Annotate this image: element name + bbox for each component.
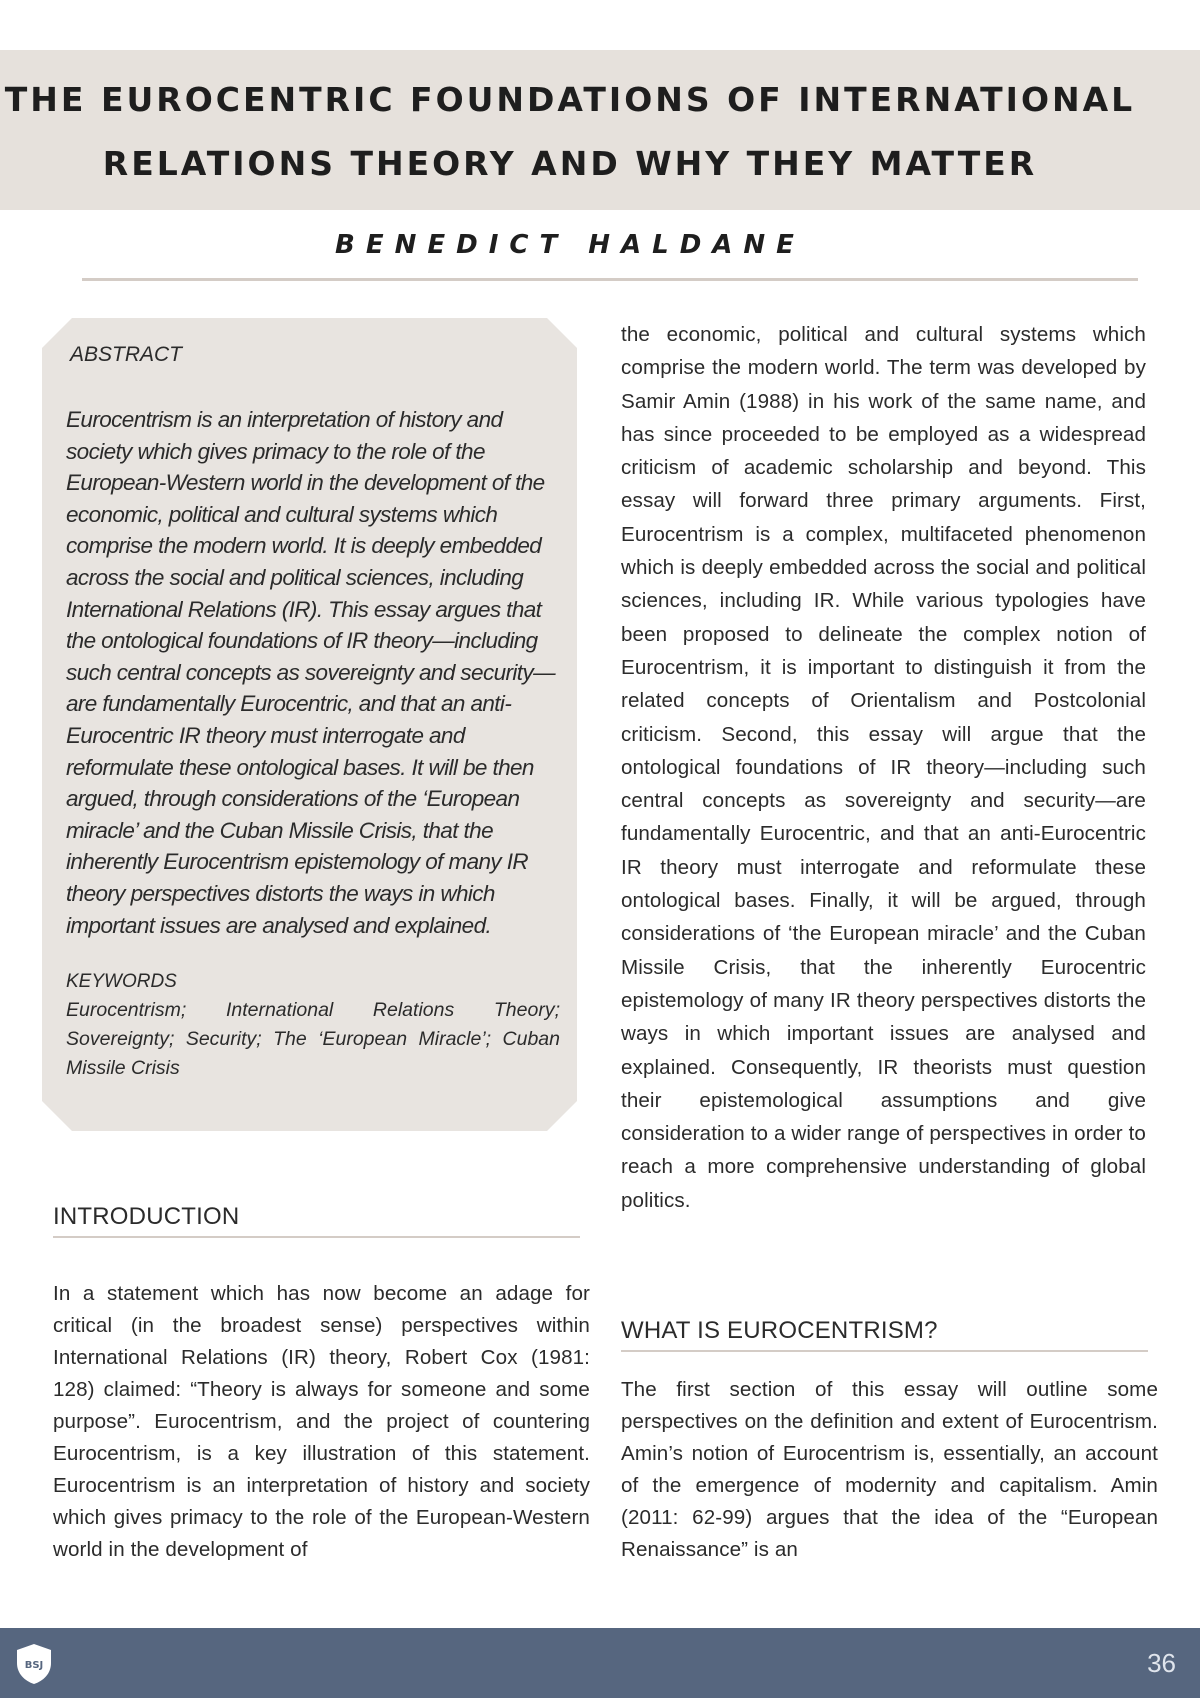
abstract-heading: ABSTRACT [70,343,183,366]
title-band [0,50,1200,210]
eurocentrism-text: The first section of this essay will outline some perspectives on the definition and extent of Eurocentrism. Amin’s notion of Eurocentrism is, essentially, an account of the emergence of modernity and capitalism. Amin (2011: 62-99) argues that the idea of the “European Renaissance” is an [621,1378,1158,1561]
logo-text: BSJ [24,1660,44,1671]
shield-icon [15,1643,53,1685]
introduction-text: In a statement which has now become an adage for critical (in the broadest sense) perspectives within International Relations (IR) theory, Robert Cox (1981: 128) claimed: “Theory is always for someone and some purpose”. Eurocentrism, and the project of countering Eurocentrism, is a key illustration of this statement. Eurocentrism is an interpretation of history and society which gives primacy to the role of the European-Western world in the development of [53,1282,590,1561]
eurocentrism-heading: WHAT IS EUROCENTRISM? [621,1317,938,1344]
keywords-heading: KEYWORDS [66,971,177,992]
article-title-line-1: THE EUROCENTRIC FOUNDATIONS OF INTERNATIONAL [4,80,1136,119]
abstract-text: Eurocentrism is an interpretation of history and society which gives primacy to the role of the European-Western world in the development of the economic, political and cultural systems which comprise the modern world. It is deeply embedded across the social and political sciences, including International Relations (IR). This essay argues that the ontological foundations of IR theory—including such central concepts as sovereignty and security—are fundamentally Eurocentric, and that an anti-Eurocentric IR theory must interrogate and reformulate these ontological bases. It will be then argued, through considerations of the ‘European miracle’ and the Cuban Missile Crisis, that the inherently Eurocentrism epistemology of many IR theory perspectives distorts the ways in which important issues are analysed and explained. [66,407,556,938]
introduction-continuation-text: the economic, political and cultural systems which comprise the modern world. The term was developed by Samir Amin (1988) in his work of the same name, and has since proceeded to be employed as a widespread criticism of academic scholarship and beyond. This essay will forward three primary arguments. First, Eurocentrism is a complex, multifaceted phenomenon which is deeply embedded across the social and political sciences, including IR. While various typologies have been proposed to delineate the complex notion of Eurocentrism, it is important to distinguish it from the related concepts of Orientalism and Postcolonial criticism. Second, this essay will argue that the ontological foundations of IR theory—including such central concepts as sovereignty and security—are fundamentally Eurocentric, and that an anti-Eurocentric IR theory must interrogate and reformulate these ontological bases. Finally, it will be argued, through considerations of ‘the European miracle’ and the Cuban Missile Crisis, that the inherently Eurocentric epistemology of many IR theory perspectives distorts the ways in which important issues are analysed and explained. Consequently, IR theorists must question their epistemological assumptions and give consideration to a wider range of perspectives in order to reach a more comprehensive understanding of global politics. [621,323,1146,1212]
introduction-heading: INTRODUCTION [53,1203,240,1230]
page-number: 36 [1147,1648,1176,1678]
introduction-divider [53,1236,580,1238]
author-divider [82,278,1138,281]
author-name: BENEDICT HALDANE [335,230,805,260]
keywords-text: Eurocentrism; International Relations Theory; Sovereignty; Security; The ‘European Miracle’; Cuban Missile Crisis [66,999,560,1079]
article-title-line-2: RELATIONS THEORY AND WHY THEY MATTER [102,144,1038,183]
footer-bar [0,1628,1200,1698]
eurocentrism-divider [621,1350,1148,1352]
